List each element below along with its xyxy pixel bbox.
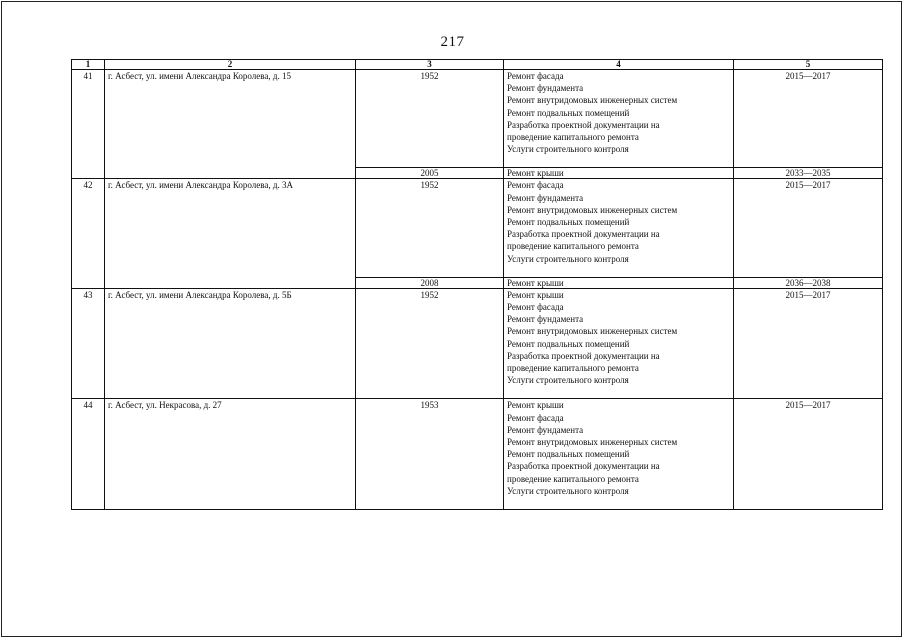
repair-work-item: Ремонт подвальных помещений: [507, 338, 630, 349]
repair-work-item: Ремонт фундамента: [507, 192, 584, 203]
cell-spacer: [507, 265, 730, 277]
repair-work-item: Услуги строительного контроля: [507, 375, 629, 386]
repair-work-item: проведение капитального ремонта: [507, 132, 639, 143]
repair-work-item: Ремонт подвальных помещений: [507, 107, 630, 118]
cell-spacer: [507, 155, 730, 167]
column-header: 3: [356, 60, 504, 70]
repair-period: 2033—2035: [734, 168, 883, 179]
table-row: [72, 288, 883, 399]
repair-work-item: Разработка проектной документации на: [507, 461, 660, 472]
record-number: 43: [72, 288, 105, 399]
repair-work-item: Ремонт внутридомовых инженерных систем: [507, 95, 678, 106]
repair-work-item: Ремонт фасада: [507, 180, 564, 191]
repair-period: 2015—2017: [734, 70, 883, 168]
repair-work-item: Разработка проектной документации на: [507, 350, 660, 361]
repair-work-item: Ремонт крыши: [507, 289, 564, 300]
repair-works-list: [504, 288, 734, 399]
repair-work-item: Ремонт фасада: [507, 71, 564, 81]
repair-work-item: Ремонт фасада: [507, 302, 564, 313]
repair-work-item: Разработка проектной документации на: [507, 229, 660, 240]
repair-works-list: [504, 277, 734, 288]
repair-work-item: Ремонт внутридомовых инженерных систем: [507, 204, 678, 215]
repair-work-item: Разработка проектной документации на: [507, 119, 660, 130]
repair-work-item: Ремонт подвальных помещений: [507, 217, 630, 228]
year-built: 2005: [356, 168, 504, 179]
header-row: [72, 60, 883, 70]
repair-schedule-table: [71, 59, 883, 510]
year-built: 1952: [356, 179, 504, 277]
repair-period: 2015—2017: [734, 399, 883, 510]
repair-work-item: Ремонт крыши: [507, 277, 564, 288]
column-header: 2: [105, 60, 356, 70]
column-header: 4: [504, 60, 734, 70]
table-body: [72, 70, 883, 510]
repair-period: 2015—2017: [734, 288, 883, 399]
repair-work-item: Ремонт крыши: [507, 400, 564, 411]
cell-spacer: [507, 386, 730, 398]
repair-work-item: Ремонт внутридомовых инженерных систем: [507, 326, 678, 337]
repair-work-item: Ремонт фундамента: [507, 314, 584, 325]
repair-work-item: проведение капитального ремонта: [507, 363, 639, 374]
building-address: г. Асбест, ул. имени Александра Королева, д. 3А: [105, 179, 356, 288]
repair-works-list: [504, 399, 734, 510]
repair-work-item: Услуги строительного контроля: [507, 253, 629, 264]
record-number: 41: [72, 70, 105, 179]
repair-work-item: Ремонт внутридомовых инженерных систем: [507, 437, 678, 448]
record-number: 44: [72, 399, 105, 510]
table-row: [72, 179, 883, 277]
column-header: 5: [734, 60, 883, 70]
table-row: [72, 70, 883, 168]
repair-works-list: [504, 179, 734, 277]
repair-work-item: проведение капитального ремонта: [507, 473, 639, 484]
column-header: 1: [72, 60, 105, 70]
table-row: [72, 399, 883, 510]
year-built: 1952: [356, 70, 504, 168]
repair-work-item: Услуги строительного контроля: [507, 485, 629, 496]
repair-period: 2015—2017: [734, 179, 883, 277]
record-number: 42: [72, 179, 105, 288]
repair-work-item: Ремонт фундамента: [507, 83, 584, 94]
page-number: 217: [440, 34, 465, 50]
year-built: 1952: [356, 288, 504, 399]
building-address: г. Асбест, ул. имени Александра Королева, д. 5Б: [105, 288, 356, 399]
year-built: 2008: [356, 277, 504, 288]
repair-works-list: [504, 168, 734, 179]
repair-work-item: проведение капитального ремонта: [507, 241, 639, 252]
repair-work-item: Ремонт подвальных помещений: [507, 449, 630, 460]
repair-work-item: Услуги строительного контроля: [507, 144, 629, 155]
building-address: г. Асбест, ул. Некрасова, д. 27: [105, 399, 356, 510]
repair-work-item: Ремонт крыши: [507, 168, 564, 179]
year-built: 1953: [356, 399, 504, 510]
repair-work-item: Ремонт фундамента: [507, 424, 584, 435]
repair-work-item: Ремонт фасада: [507, 412, 564, 423]
repair-period: 2036—2038: [734, 277, 883, 288]
building-address: г. Асбест, ул. имени Александра Королева, д. 15: [105, 70, 356, 179]
cell-spacer: [507, 497, 730, 509]
repair-works-list: [504, 70, 734, 168]
